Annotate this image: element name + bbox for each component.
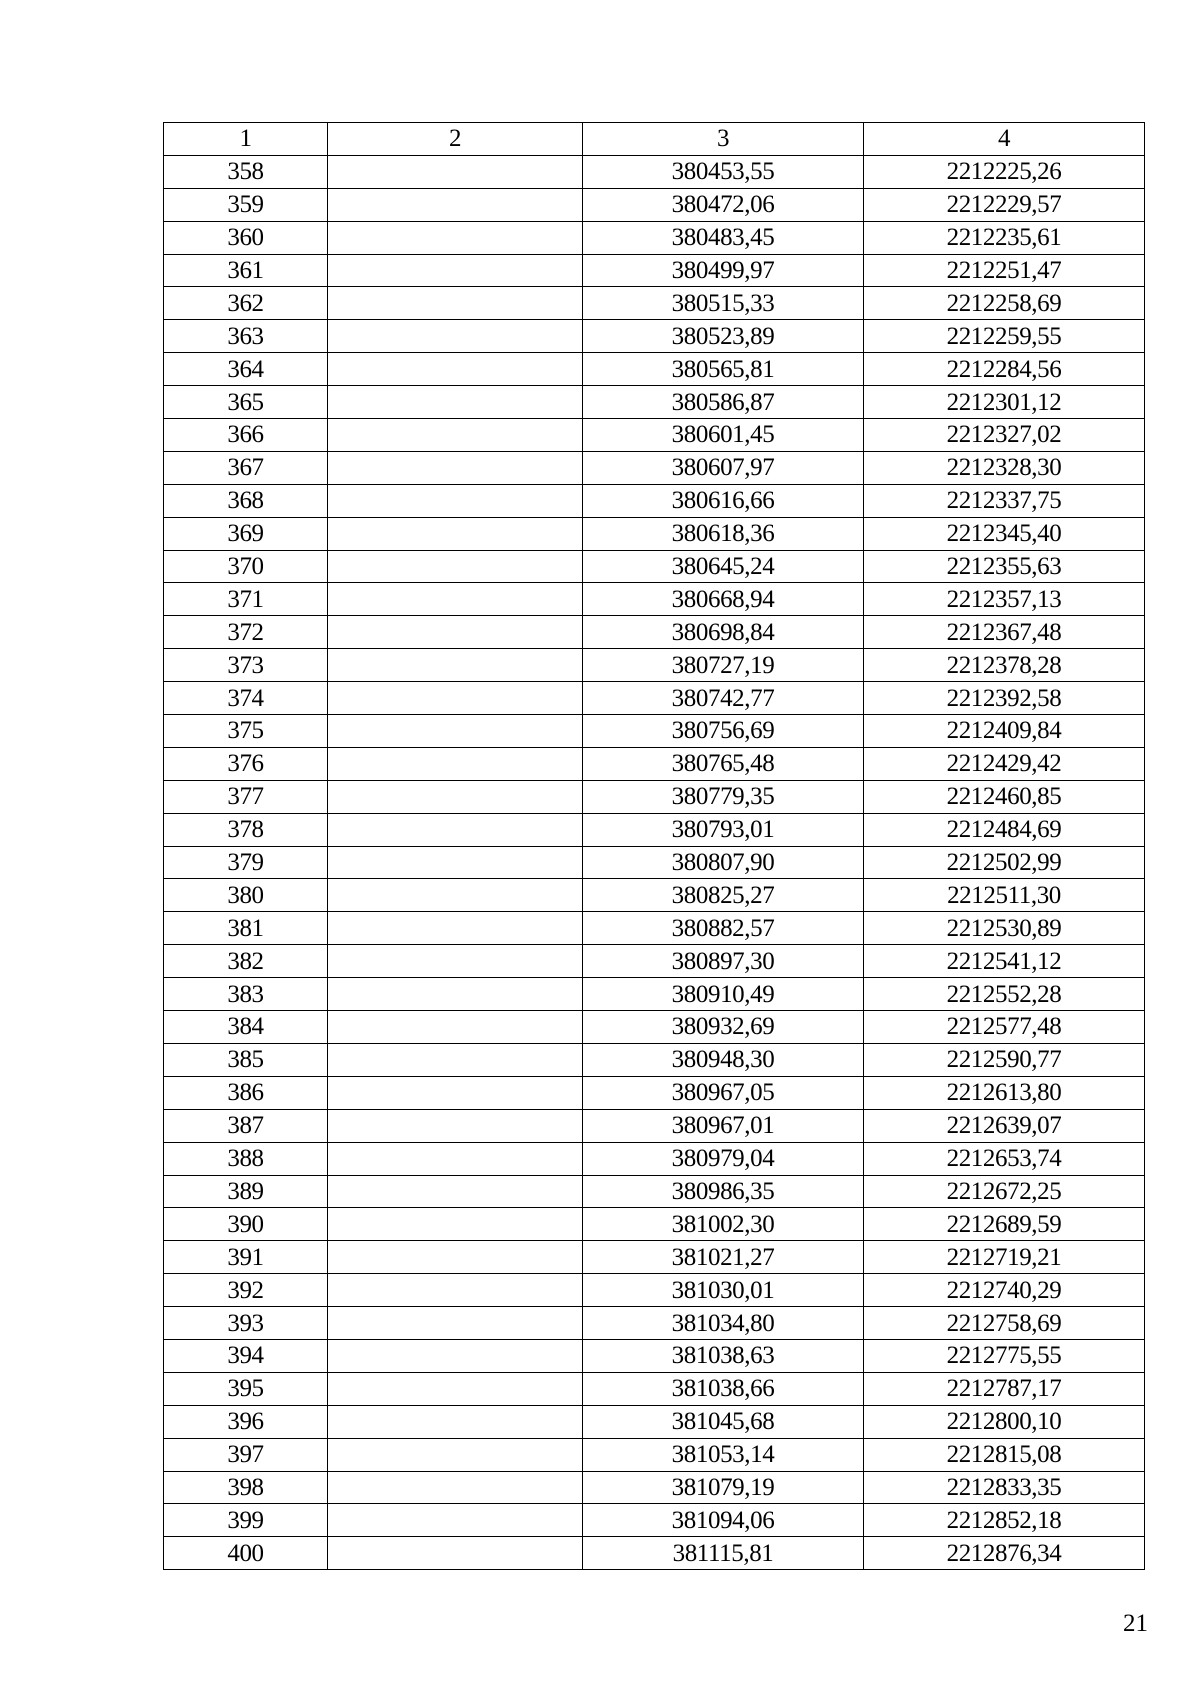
table-row: [164, 1011, 1145, 1044]
table-cell-col-3: 380698,84: [583, 616, 864, 649]
table-row: [164, 419, 1145, 452]
table-row: [164, 1537, 1145, 1570]
table-row: [164, 616, 1145, 649]
table-cell-col-2: [328, 1208, 583, 1241]
table-row: [164, 1372, 1145, 1405]
table-cell-col-3: 380483,45: [583, 221, 864, 254]
table-cell-col-3: 381038,66: [583, 1372, 864, 1405]
table-row: [164, 1307, 1145, 1340]
table-body: [164, 155, 1145, 1569]
table-row: [164, 155, 1145, 188]
table-cell-col-2: [328, 846, 583, 879]
table-cell-col-2: [328, 1011, 583, 1044]
table-cell-col-4: 2212852,18: [864, 1504, 1145, 1537]
page-number: 21: [1123, 1610, 1148, 1637]
table-cell-col-1: 369: [164, 517, 328, 550]
table-cell-col-1: 371: [164, 583, 328, 616]
table-cell-col-2: [328, 287, 583, 320]
table-cell-col-4: 2212484,69: [864, 813, 1145, 846]
table-cell-col-2: [328, 1339, 583, 1372]
table-cell-col-2: [328, 945, 583, 978]
table-cell-col-4: 2212800,10: [864, 1405, 1145, 1438]
table-cell-col-3: 381115,81: [583, 1537, 864, 1570]
table-cell-col-3: 380586,87: [583, 386, 864, 419]
table-cell-col-4: 2212357,13: [864, 583, 1145, 616]
table-cell-col-3: 380565,81: [583, 353, 864, 386]
table-cell-col-2: [328, 1043, 583, 1076]
table-cell-col-3: 380616,66: [583, 484, 864, 517]
table-cell-col-4: 2212225,26: [864, 155, 1145, 188]
table-cell-col-4: 2212327,02: [864, 419, 1145, 452]
table-cell-col-2: [328, 1274, 583, 1307]
table-cell-col-3: 380793,01: [583, 813, 864, 846]
table-cell-col-1: 379: [164, 846, 328, 879]
table-cell-col-3: 381034,80: [583, 1307, 864, 1340]
table-cell-col-1: 362: [164, 287, 328, 320]
table-cell-col-4: 2212833,35: [864, 1471, 1145, 1504]
table-cell-col-3: 380453,55: [583, 155, 864, 188]
table-cell-col-3: 381038,63: [583, 1339, 864, 1372]
table-cell-col-4: 2212815,08: [864, 1438, 1145, 1471]
table-row: [164, 1175, 1145, 1208]
table-header: [164, 123, 1145, 156]
table-cell-col-4: 2212251,47: [864, 254, 1145, 287]
table-row: [164, 287, 1145, 320]
table-cell-col-2: [328, 419, 583, 452]
table-cell-col-3: 380515,33: [583, 287, 864, 320]
table-row: [164, 1339, 1145, 1372]
table-row: [164, 682, 1145, 715]
table-cell-col-4: 2212672,25: [864, 1175, 1145, 1208]
table-row: [164, 649, 1145, 682]
table-cell-col-2: [328, 1142, 583, 1175]
table-cell-col-1: 360: [164, 221, 328, 254]
table-cell-col-4: 2212541,12: [864, 945, 1145, 978]
table-cell-col-2: [328, 747, 583, 780]
table-cell-col-2: [328, 649, 583, 682]
table-cell-col-2: [328, 155, 583, 188]
table-cell-col-4: 2212511,30: [864, 879, 1145, 912]
table-row: [164, 583, 1145, 616]
table-cell-col-3: 380979,04: [583, 1142, 864, 1175]
table-cell-col-1: 385: [164, 1043, 328, 1076]
table-cell-col-2: [328, 1471, 583, 1504]
table-cell-col-1: 395: [164, 1372, 328, 1405]
table-cell-col-2: [328, 353, 583, 386]
table-cell-col-4: 2212613,80: [864, 1076, 1145, 1109]
table-cell-col-1: 398: [164, 1471, 328, 1504]
table-cell-col-2: [328, 517, 583, 550]
table-cell-col-3: 380807,90: [583, 846, 864, 879]
table-cell-col-4: 2212590,77: [864, 1043, 1145, 1076]
table-cell-col-1: 381: [164, 912, 328, 945]
table-cell-col-1: 397: [164, 1438, 328, 1471]
table-cell-col-2: [328, 221, 583, 254]
table-row: [164, 945, 1145, 978]
table-cell-col-4: 2212355,63: [864, 550, 1145, 583]
table-cell-col-4: 2212301,12: [864, 386, 1145, 419]
table-row: [164, 715, 1145, 748]
table-row: [164, 1241, 1145, 1274]
table-row: [164, 320, 1145, 353]
table-cell-col-4: 2212740,29: [864, 1274, 1145, 1307]
table-cell-col-1: 364: [164, 353, 328, 386]
table-cell-col-4: 2212639,07: [864, 1109, 1145, 1142]
table-cell-col-3: 380472,06: [583, 188, 864, 221]
table-cell-col-2: [328, 1372, 583, 1405]
table-cell-col-4: 2212653,74: [864, 1142, 1145, 1175]
table-cell-col-2: [328, 1438, 583, 1471]
table-cell-col-3: 380742,77: [583, 682, 864, 715]
table-cell-col-3: 380645,24: [583, 550, 864, 583]
table-cell-col-1: 389: [164, 1175, 328, 1208]
table-row: [164, 1208, 1145, 1241]
table-cell-col-4: 2212530,89: [864, 912, 1145, 945]
table-cell-col-1: 380: [164, 879, 328, 912]
table-row: [164, 1076, 1145, 1109]
table-cell-col-1: 365: [164, 386, 328, 419]
table-cell-col-4: 2212775,55: [864, 1339, 1145, 1372]
table-cell-col-3: 381021,27: [583, 1241, 864, 1274]
table-cell-col-2: [328, 1307, 583, 1340]
table-cell-col-3: 380825,27: [583, 879, 864, 912]
table-cell-col-1: 368: [164, 484, 328, 517]
table-row: [164, 846, 1145, 879]
table-row: [164, 879, 1145, 912]
table-cell-col-4: 2212460,85: [864, 780, 1145, 813]
table-row: [164, 1471, 1145, 1504]
table-cell-col-2: [328, 484, 583, 517]
column-header-1: 1: [164, 123, 328, 156]
table-cell-col-3: 380967,01: [583, 1109, 864, 1142]
table-cell-col-3: 380523,89: [583, 320, 864, 353]
table-cell-col-1: 384: [164, 1011, 328, 1044]
table-cell-col-2: [328, 254, 583, 287]
table-cell-col-1: 390: [164, 1208, 328, 1241]
table-row: [164, 484, 1145, 517]
table-cell-col-1: 374: [164, 682, 328, 715]
table-row: [164, 1142, 1145, 1175]
table-row: [164, 780, 1145, 813]
table-cell-col-1: 367: [164, 451, 328, 484]
table-cell-col-2: [328, 386, 583, 419]
table-cell-col-2: [328, 550, 583, 583]
table-cell-col-4: 2212758,69: [864, 1307, 1145, 1340]
table-cell-col-3: 380756,69: [583, 715, 864, 748]
table-cell-col-2: [328, 1076, 583, 1109]
table-cell-col-2: [328, 1405, 583, 1438]
table-row: [164, 912, 1145, 945]
table-cell-col-4: 2212367,48: [864, 616, 1145, 649]
table-cell-col-4: 2212229,57: [864, 188, 1145, 221]
table-cell-col-3: 380499,97: [583, 254, 864, 287]
table-cell-col-2: [328, 583, 583, 616]
table-cell-col-3: 381094,06: [583, 1504, 864, 1537]
table-cell-col-3: 380910,49: [583, 978, 864, 1011]
coordinates-table: [163, 122, 1145, 1570]
table-cell-col-1: 358: [164, 155, 328, 188]
table-cell-col-1: 394: [164, 1339, 328, 1372]
table-row: [164, 386, 1145, 419]
table-cell-col-3: 381002,30: [583, 1208, 864, 1241]
table-cell-col-1: 388: [164, 1142, 328, 1175]
table-cell-col-2: [328, 1504, 583, 1537]
table-cell-col-2: [328, 780, 583, 813]
table-cell-col-2: [328, 320, 583, 353]
table-cell-col-3: 380765,48: [583, 747, 864, 780]
table-cell-col-4: 2212337,75: [864, 484, 1145, 517]
table-cell-col-4: 2212258,69: [864, 287, 1145, 320]
table-cell-col-4: 2212429,42: [864, 747, 1145, 780]
table-cell-col-4: 2212392,58: [864, 682, 1145, 715]
table-cell-col-2: [328, 813, 583, 846]
table-cell-col-4: 2212552,28: [864, 978, 1145, 1011]
table-cell-col-3: 380779,35: [583, 780, 864, 813]
table-cell-col-4: 2212284,56: [864, 353, 1145, 386]
column-header-2: 2: [328, 123, 583, 156]
table-cell-col-3: 380727,19: [583, 649, 864, 682]
table-cell-col-1: 373: [164, 649, 328, 682]
table-cell-col-2: [328, 188, 583, 221]
table-cell-col-2: [328, 451, 583, 484]
table-cell-col-1: 400: [164, 1537, 328, 1570]
table-cell-col-2: [328, 912, 583, 945]
table-cell-col-2: [328, 1175, 583, 1208]
table-cell-col-4: 2212409,84: [864, 715, 1145, 748]
table-cell-col-3: 381079,19: [583, 1471, 864, 1504]
table-row: [164, 813, 1145, 846]
table-cell-col-2: [328, 1241, 583, 1274]
table-cell-col-3: 380897,30: [583, 945, 864, 978]
table-cell-col-3: 380601,45: [583, 419, 864, 452]
table-row: [164, 517, 1145, 550]
table-cell-col-1: 393: [164, 1307, 328, 1340]
table-cell-col-3: 380948,30: [583, 1043, 864, 1076]
table-cell-col-1: 366: [164, 419, 328, 452]
table-cell-col-1: 382: [164, 945, 328, 978]
table-cell-col-1: 363: [164, 320, 328, 353]
table-row: [164, 188, 1145, 221]
column-header-4: 4: [864, 123, 1145, 156]
table-cell-col-3: 381053,14: [583, 1438, 864, 1471]
table-cell-col-4: 2212345,40: [864, 517, 1145, 550]
table-row: [164, 1043, 1145, 1076]
table-cell-col-3: 380967,05: [583, 1076, 864, 1109]
table-cell-col-4: 2212378,28: [864, 649, 1145, 682]
table-cell-col-1: 375: [164, 715, 328, 748]
table-row: [164, 254, 1145, 287]
table-row: [164, 1438, 1145, 1471]
table-cell-col-3: 380882,57: [583, 912, 864, 945]
column-header-3: 3: [583, 123, 864, 156]
table-cell-col-2: [328, 1109, 583, 1142]
table-cell-col-4: 2212689,59: [864, 1208, 1145, 1241]
table-cell-col-1: 359: [164, 188, 328, 221]
table-cell-col-2: [328, 715, 583, 748]
table-cell-col-4: 2212577,48: [864, 1011, 1145, 1044]
header-row: [164, 123, 1145, 156]
table-row: [164, 353, 1145, 386]
table-cell-col-4: 2212235,61: [864, 221, 1145, 254]
table-cell-col-2: [328, 978, 583, 1011]
table-cell-col-4: 2212259,55: [864, 320, 1145, 353]
table-cell-col-1: 378: [164, 813, 328, 846]
table-row: [164, 978, 1145, 1011]
table-row: [164, 1274, 1145, 1307]
table-cell-col-3: 380668,94: [583, 583, 864, 616]
table-cell-col-1: 377: [164, 780, 328, 813]
table-cell-col-3: 380986,35: [583, 1175, 864, 1208]
table-cell-col-2: [328, 879, 583, 912]
table-row: [164, 1405, 1145, 1438]
table-cell-col-1: 391: [164, 1241, 328, 1274]
table-row: [164, 1504, 1145, 1537]
table-cell-col-2: [328, 616, 583, 649]
table-cell-col-3: 381045,68: [583, 1405, 864, 1438]
table-cell-col-2: [328, 1537, 583, 1570]
table-cell-col-1: 392: [164, 1274, 328, 1307]
table-row: [164, 451, 1145, 484]
table-cell-col-4: 2212787,17: [864, 1372, 1145, 1405]
table-cell-col-3: 380607,97: [583, 451, 864, 484]
table-cell-col-1: 383: [164, 978, 328, 1011]
table-row: [164, 1109, 1145, 1142]
table-row: [164, 747, 1145, 780]
table-cell-col-4: 2212502,99: [864, 846, 1145, 879]
table-cell-col-1: 386: [164, 1076, 328, 1109]
table-cell-col-2: [328, 682, 583, 715]
table-cell-col-1: 376: [164, 747, 328, 780]
table-cell-col-1: 370: [164, 550, 328, 583]
table-cell-col-3: 380932,69: [583, 1011, 864, 1044]
table-cell-col-3: 381030,01: [583, 1274, 864, 1307]
table-cell-col-4: 2212876,34: [864, 1537, 1145, 1570]
table-cell-col-1: 372: [164, 616, 328, 649]
table-row: [164, 221, 1145, 254]
table-cell-col-1: 387: [164, 1109, 328, 1142]
table-cell-col-4: 2212719,21: [864, 1241, 1145, 1274]
table-row: [164, 550, 1145, 583]
table-cell-col-1: 399: [164, 1504, 328, 1537]
table-cell-col-4: 2212328,30: [864, 451, 1145, 484]
table-cell-col-1: 361: [164, 254, 328, 287]
table-cell-col-1: 396: [164, 1405, 328, 1438]
table-cell-col-3: 380618,36: [583, 517, 864, 550]
